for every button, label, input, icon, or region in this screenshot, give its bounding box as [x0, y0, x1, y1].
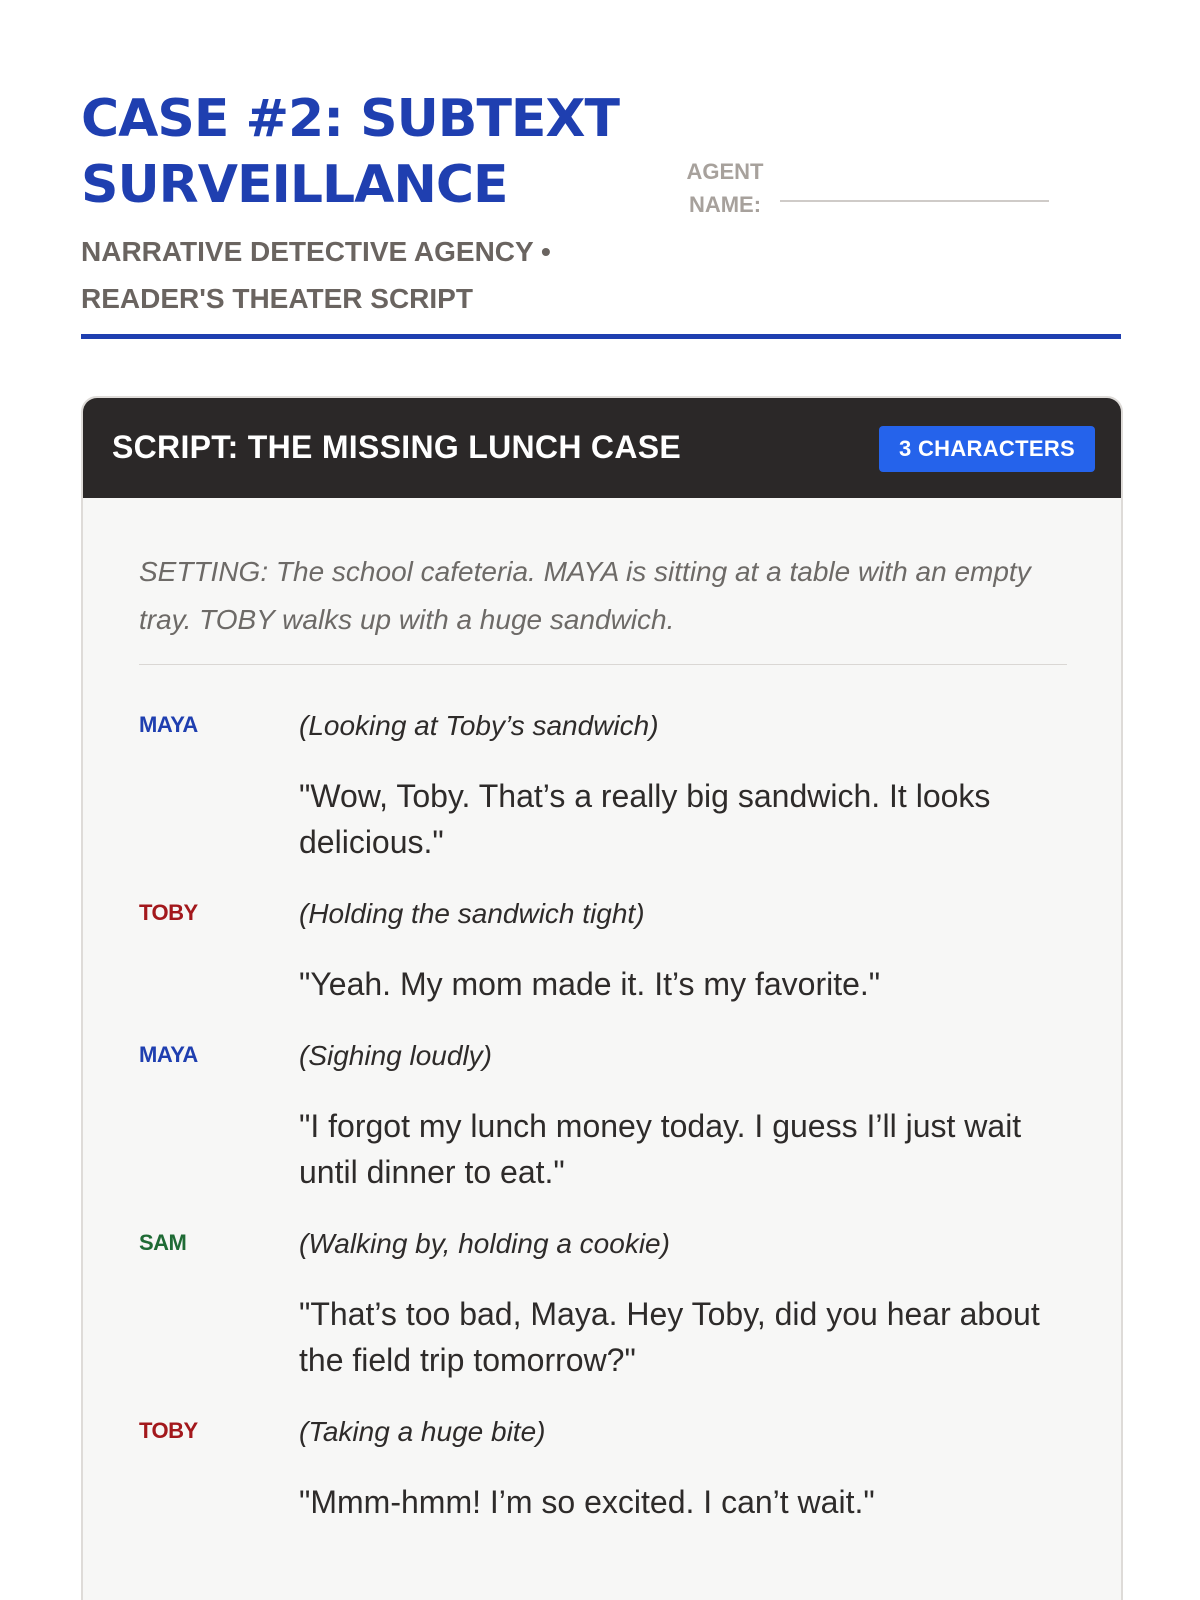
- dialogue-text: "Mmm-hmm! I’m so excited. I can’t wait.": [299, 1484, 875, 1520]
- script-body: [83, 498, 1121, 1525]
- speaker-name: SAM: [139, 1230, 187, 1255]
- dialogue-text: "I forgot my lunch money today. I guess I’ll just wait until dinner to eat.": [299, 1108, 1022, 1190]
- dialogue-text: "Wow, Toby. That’s a really big sandwich. It looks delicious.": [299, 778, 991, 860]
- stage-direction: (Holding the sandwich tight): [299, 898, 645, 929]
- script-card: [81, 396, 1123, 1600]
- speaker-name: MAYA: [139, 712, 198, 737]
- agent-name-write-line[interactable]: [780, 200, 1049, 202]
- script-line: [139, 1033, 1067, 1195]
- speaker-name: TOBY: [139, 1418, 198, 1443]
- script-line: [139, 703, 1067, 865]
- stage-direction: (Taking a huge bite): [299, 1416, 546, 1447]
- speaker-name: TOBY: [139, 900, 198, 925]
- speaker-name: MAYA: [139, 1042, 198, 1067]
- page-title: CASE #2: SUBTEXT SURVEILLANCE: [81, 89, 619, 215]
- dialogue-text: "Yeah. My mom made it. It’s my favorite.": [299, 966, 881, 1002]
- script-line: [139, 1221, 1067, 1383]
- script-lines: [139, 703, 1067, 1525]
- script-card-header: [83, 398, 1121, 498]
- script-title: SCRIPT: THE MISSING LUNCH CASE: [112, 429, 682, 465]
- script-line: [139, 891, 1067, 1007]
- agent-name-field: [684, 155, 1040, 215]
- stage-direction: (Sighing loudly): [299, 1040, 492, 1071]
- dialogue-text: "That’s too bad, Maya. Hey Toby, did you hear about the field trip tomorrow?": [299, 1296, 1040, 1378]
- script-line: [139, 1409, 1067, 1525]
- stage-direction: (Walking by, holding a cookie): [299, 1228, 670, 1259]
- page-subtitle: NARRATIVE DETECTIVE AGENCY • READER'S THEATER SCRIPT: [81, 236, 551, 314]
- agent-name-label: AGENT NAME:: [686, 159, 764, 217]
- character-count-badge: 3 CHARACTERS: [879, 426, 1095, 472]
- setting-description: SETTING: The school cafeteria. MAYA is sitting at a table with an empty tray. TOBY walks up with a huge sandwich.: [139, 548, 1067, 665]
- header-divider: [81, 334, 1121, 339]
- stage-direction: (Looking at Toby’s sandwich): [299, 710, 659, 741]
